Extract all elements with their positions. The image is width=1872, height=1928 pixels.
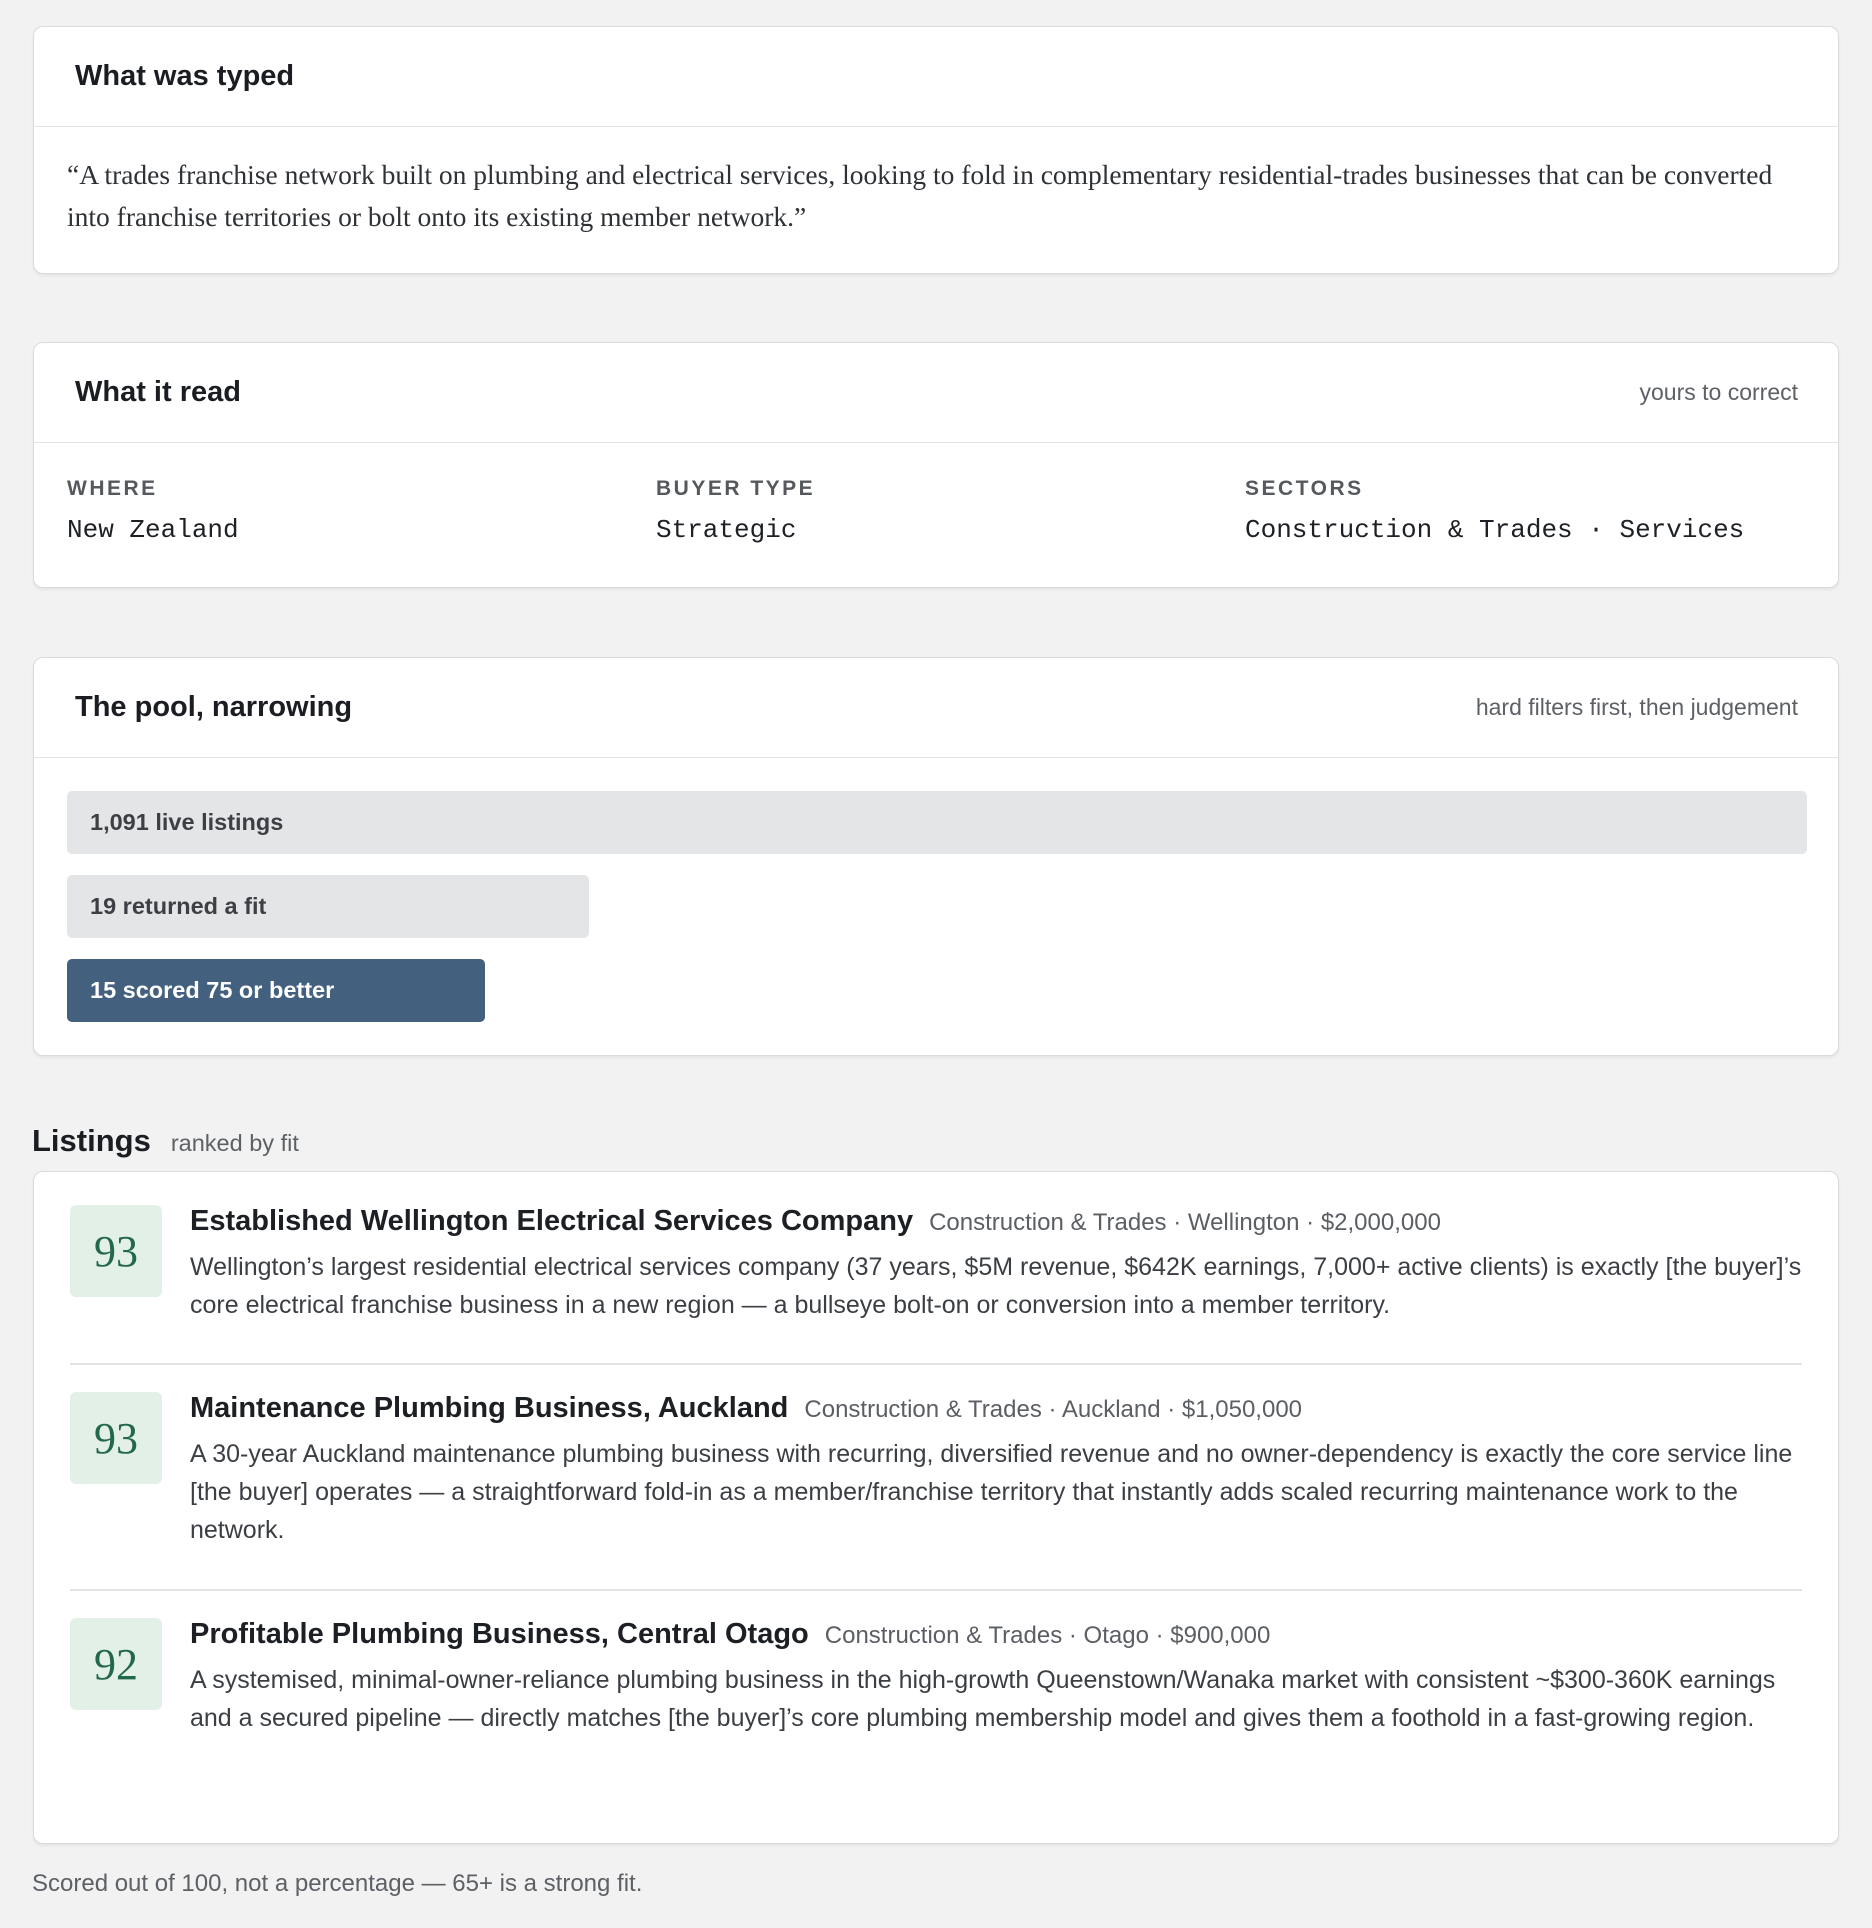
read-card-note: yours to correct bbox=[1639, 379, 1798, 405]
typed-query-text: “A trades franchise network built on plumbing and electrical services, looking to fold in complementary residential-trades businesses that can be converted into franchise territories or bolt onto its existing member network.” bbox=[67, 159, 1773, 232]
listing-description: A systemised, minimal-owner-reliance plumbing business in the high-growth Queenstown/Wanaka market with consistent ~$300-360K earnings and a secured pipeline — directly matches [the buyer]’s core plumbing membership model and gives them a foothold in a fast-growing region. bbox=[190, 1666, 1776, 1732]
field-where-label: WHERE bbox=[67, 477, 158, 500]
pool-stage-scored bbox=[67, 959, 485, 1022]
listings-heading bbox=[32, 1123, 299, 1159]
listing-meta: Construction & Trades · Otago · $900,000 bbox=[824, 1622, 1271, 1649]
listings-title: Listings bbox=[32, 1123, 151, 1158]
field-where-value[interactable]: New Zealand bbox=[67, 515, 239, 545]
listing-title[interactable]: Maintenance Plumbing Business, Auckland bbox=[190, 1392, 789, 1424]
listing-item[interactable] bbox=[70, 1392, 1802, 1572]
read-card bbox=[33, 342, 1839, 588]
listings-card bbox=[33, 1171, 1839, 1844]
listing-divider bbox=[70, 1363, 1802, 1365]
typed-card bbox=[33, 26, 1839, 274]
field-buyer-type-label: BUYER TYPE bbox=[656, 477, 816, 500]
fit-score-badge: 93 bbox=[70, 1205, 162, 1297]
listing-body bbox=[190, 1205, 1802, 1324]
fit-score-badge: 92 bbox=[70, 1618, 162, 1710]
listing-meta: Construction & Trades · Wellington · $2,000,000 bbox=[929, 1209, 1441, 1236]
typed-card-header bbox=[34, 27, 1838, 127]
listing-item[interactable] bbox=[70, 1205, 1802, 1345]
listing-title[interactable]: Established Wellington Electrical Services Company bbox=[190, 1205, 914, 1237]
listing-description: A 30-year Auckland maintenance plumbing business with recurring, diversified revenue and no owner-dependency is exactly the core service line [the buyer] operates — a straightforward fold-in as a member/franchise territory that instantly adds scaled recurring maintenance work to the network. bbox=[190, 1440, 1793, 1544]
listing-body bbox=[190, 1392, 1802, 1549]
pool-stage-live bbox=[67, 791, 1807, 854]
field-sectors-value[interactable]: Construction & Trades · Services bbox=[1245, 515, 1745, 545]
score-footnote: Scored out of 100, not a percentage — 65+ is a strong fit. bbox=[32, 1870, 643, 1897]
field-buyer-type[interactable] bbox=[656, 477, 815, 545]
field-sectors[interactable] bbox=[1245, 477, 1744, 545]
listing-header bbox=[190, 1618, 1802, 1651]
listing-divider bbox=[70, 1589, 1802, 1591]
pool-card-note: hard filters first, then judgement bbox=[1475, 694, 1798, 720]
fit-score-badge: 93 bbox=[70, 1392, 162, 1484]
listing-meta: Construction & Trades · Auckland · $1,050,000 bbox=[804, 1396, 1303, 1423]
pool-stage-scored-label: 15 scored 75 or better bbox=[90, 977, 335, 1003]
pool-card-title: The pool, narrowing bbox=[75, 691, 353, 723]
listing-header bbox=[190, 1392, 1802, 1425]
pool-card-header bbox=[34, 658, 1838, 758]
typed-card-title: What was typed bbox=[75, 60, 295, 92]
listing-title[interactable]: Profitable Plumbing Business, Central Otago bbox=[190, 1618, 809, 1650]
pool-stage-live-label: 1,091 live listings bbox=[90, 809, 284, 835]
listings-subtitle: ranked by fit bbox=[170, 1130, 299, 1156]
listing-description: Wellington’s largest residential electrical services company (37 years, $5M revenue, $642K earnings, 7,000+ active clients) is exactly [the buyer]’s core electrical franchise business in a new region — a bullseye bolt-on or conversion into a member territory. bbox=[190, 1253, 1802, 1319]
field-sectors-label: SECTORS bbox=[1245, 477, 1364, 500]
pool-stage-fit-label: 19 returned a fit bbox=[90, 893, 267, 919]
parsed-fields bbox=[34, 443, 1838, 587]
field-where[interactable] bbox=[67, 477, 239, 545]
pool-card bbox=[33, 657, 1839, 1056]
field-buyer-type-value[interactable]: Strategic bbox=[656, 515, 797, 545]
listing-item[interactable] bbox=[70, 1618, 1802, 1798]
listing-body bbox=[190, 1618, 1802, 1737]
read-card-header bbox=[34, 343, 1838, 443]
read-card-title: What it read bbox=[75, 376, 241, 408]
pool-stage-fit bbox=[67, 875, 589, 938]
listing-header bbox=[190, 1205, 1802, 1238]
